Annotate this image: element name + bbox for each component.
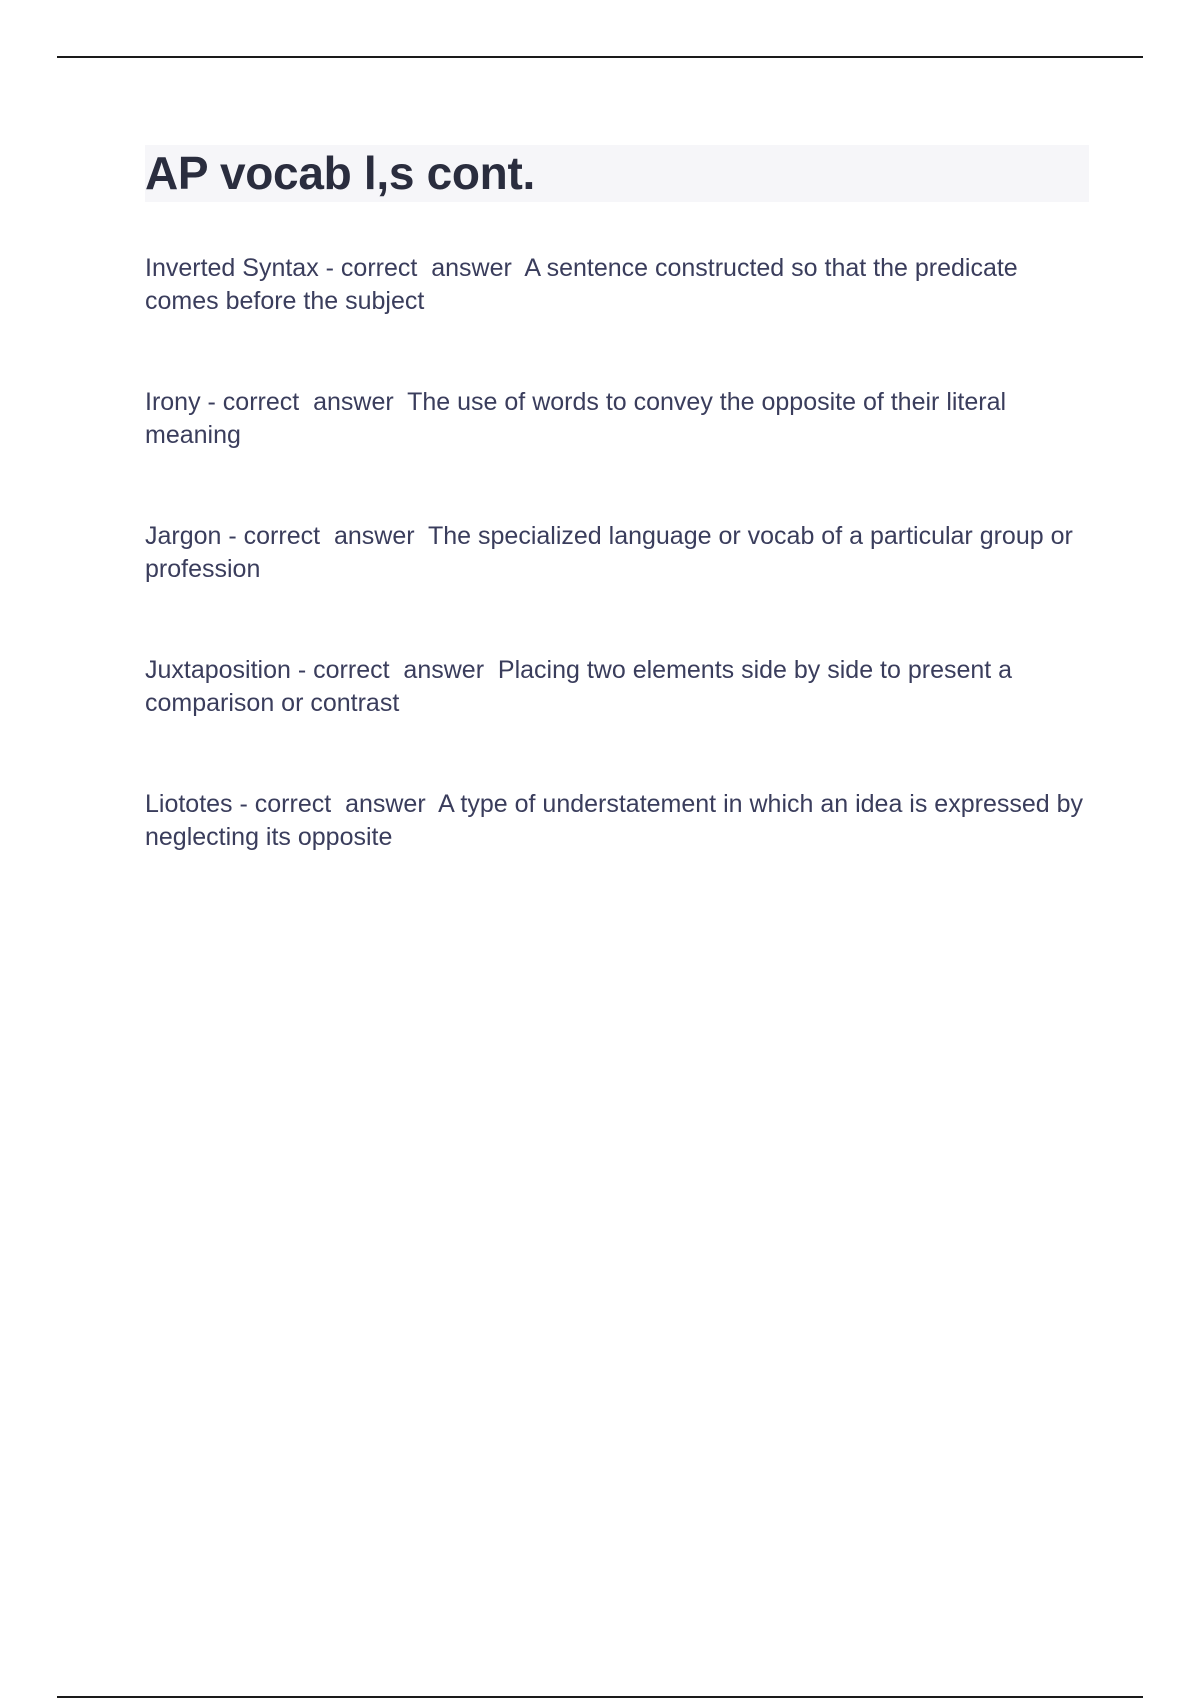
vocab-entry: Juxtaposition - correct answer Placing two elements side by side to present a comparison or contrast bbox=[145, 656, 1020, 717]
document-content bbox=[145, 145, 1089, 922]
bottom-rule bbox=[57, 1696, 1143, 1698]
vocab-entry: Liototes - correct answer A type of understatement in which an idea is expressed by neglecting its opposite bbox=[145, 790, 1090, 851]
vocab-list bbox=[145, 252, 1089, 854]
page-title: AP vocab l,s cont. bbox=[145, 147, 535, 199]
title-banner bbox=[145, 145, 1089, 202]
vocab-entry: Irony - correct answer The use of words to convey the opposite of their literal meaning bbox=[145, 388, 1014, 449]
vocab-entry: Jargon - correct answer The specialized language or vocab of a particular group or profession bbox=[145, 522, 1080, 583]
vocab-entry: Inverted Syntax - correct answer A sentence constructed so that the predicate comes before the subject bbox=[145, 254, 1025, 315]
top-rule bbox=[57, 56, 1143, 58]
